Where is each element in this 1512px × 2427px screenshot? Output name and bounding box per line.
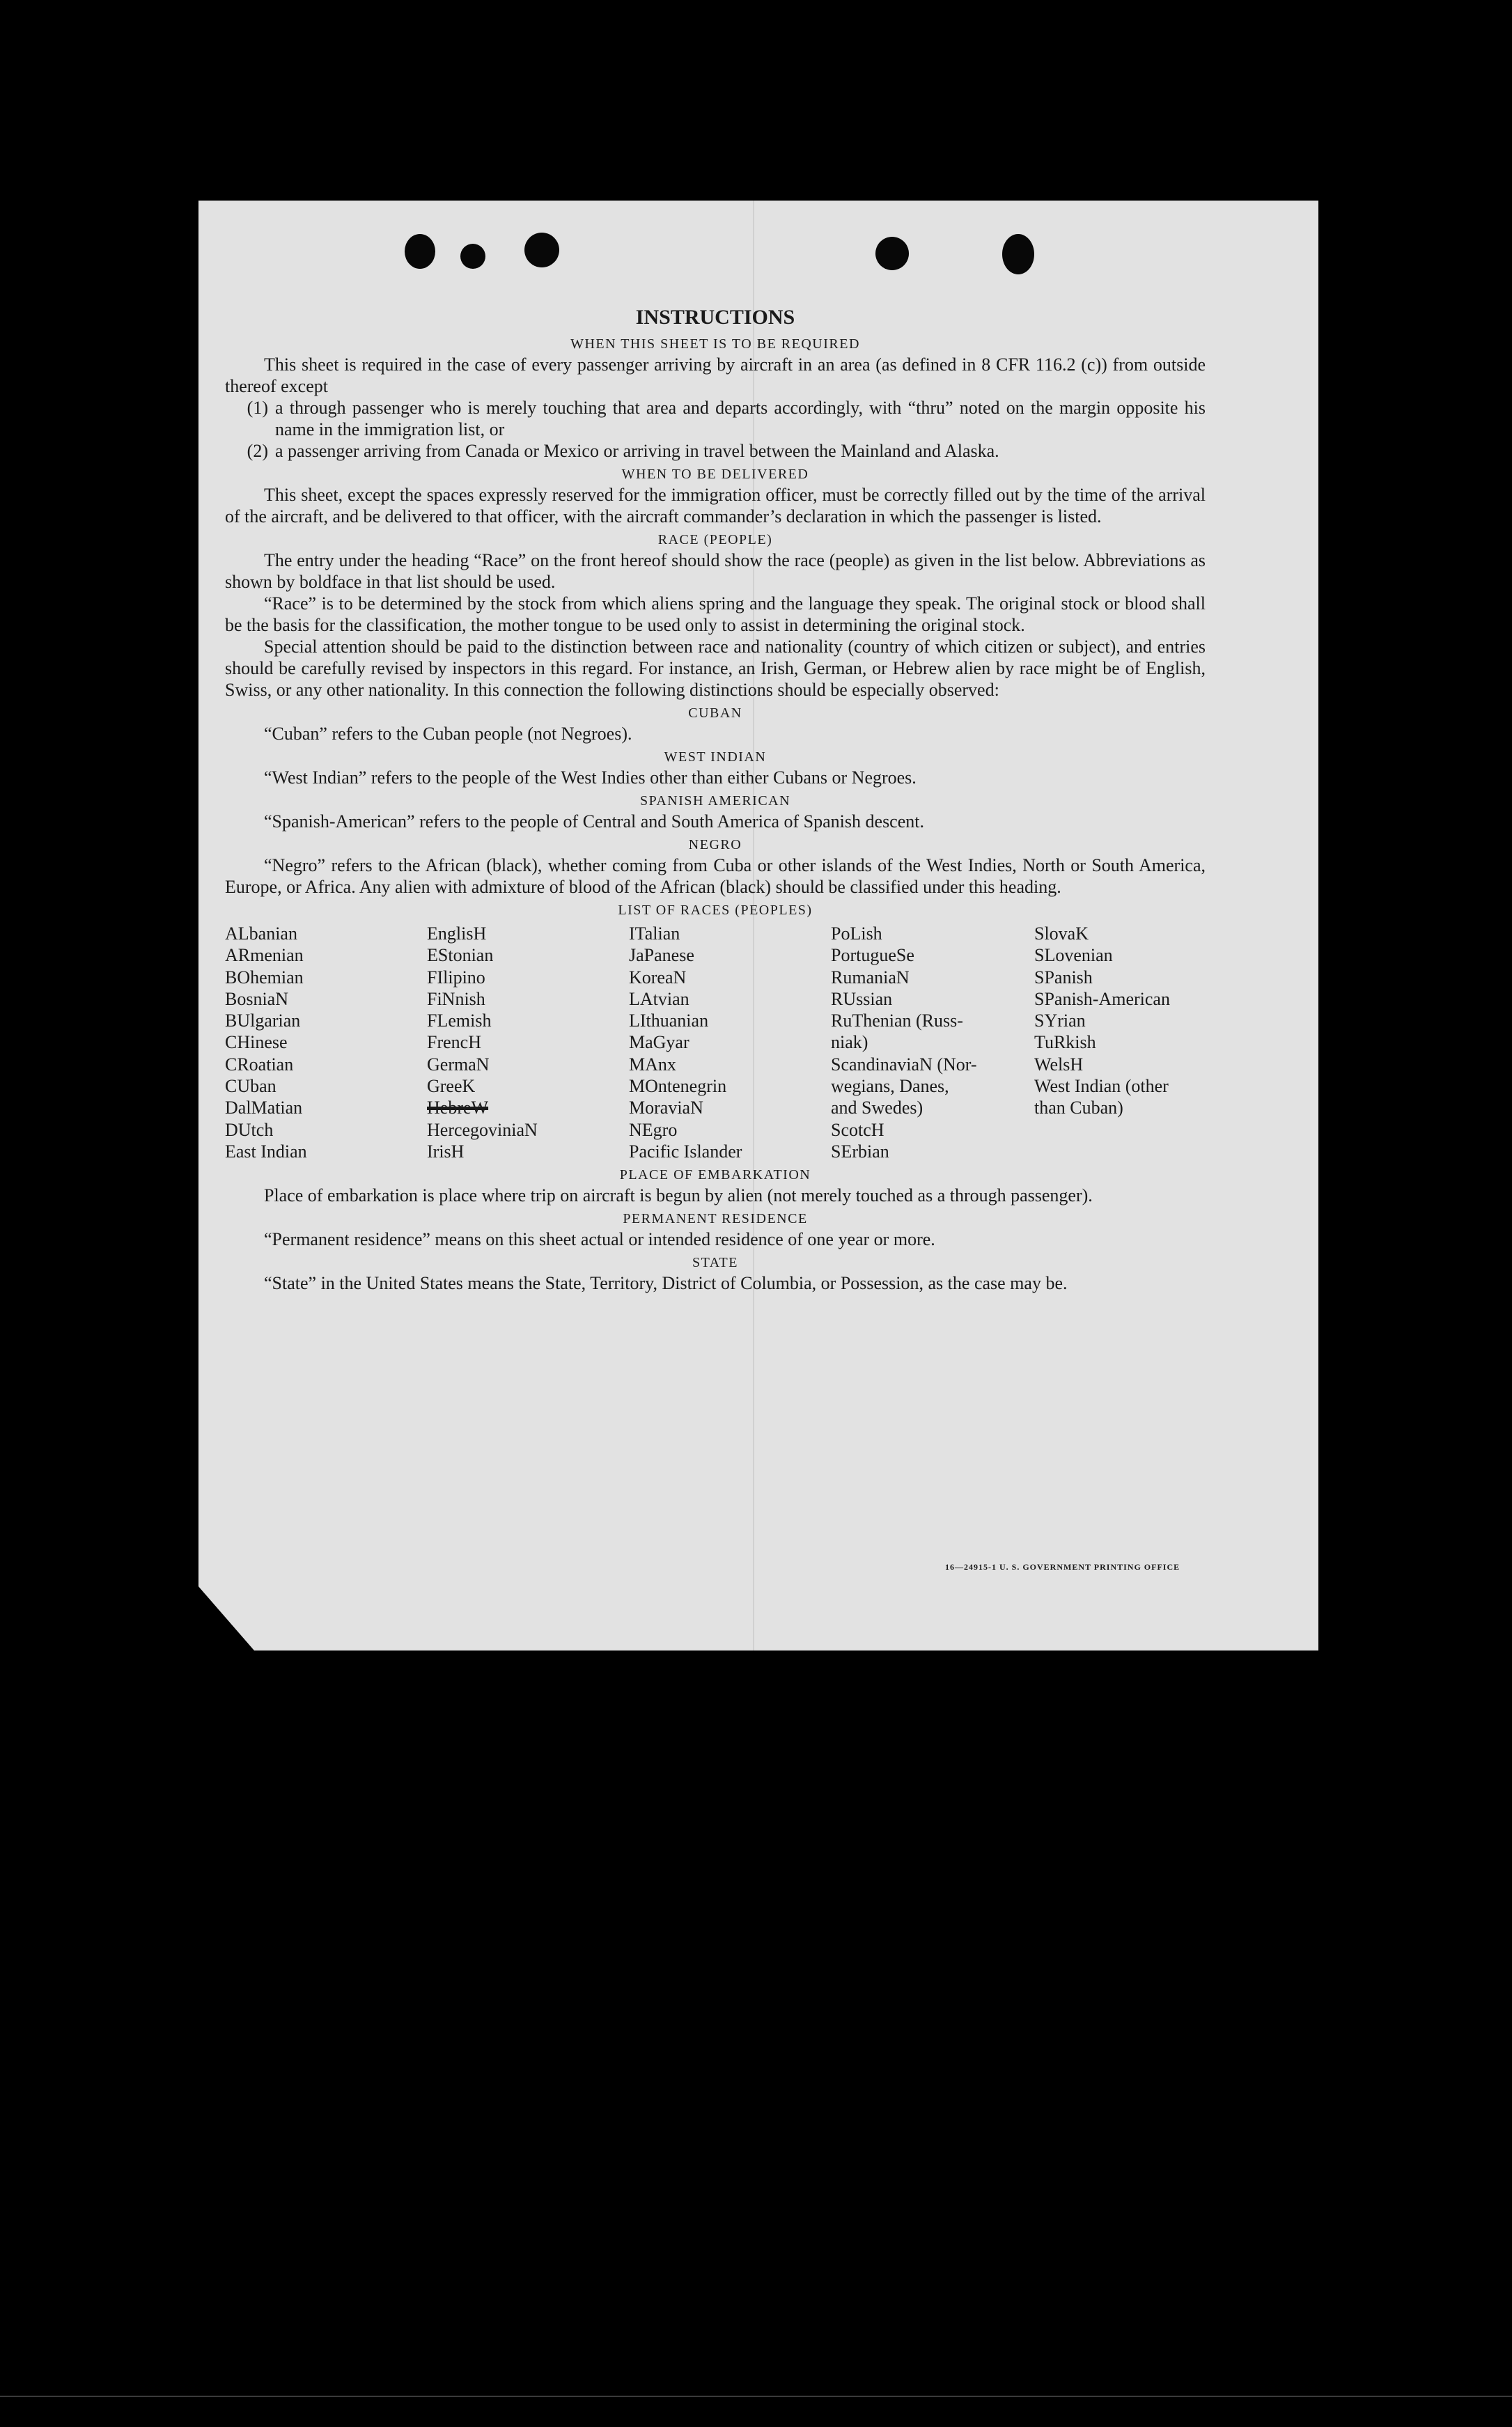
race-entry: ARmenian bbox=[225, 945, 304, 966]
section-heading-required: WHEN THIS SHEET IS TO BE REQUIRED bbox=[570, 336, 860, 352]
race-entry: HercegoviniaN bbox=[427, 1119, 538, 1140]
section-heading-spanish-american: SPANISH AMERICAN bbox=[639, 793, 791, 809]
race-entry: CHinese bbox=[225, 1032, 288, 1053]
west-indian-text: “West Indian” refers to the people of the West Indies other than either Cubans or Negroes. bbox=[264, 767, 917, 788]
race-paragraph-1: The entry under the heading “Race” on the front hereof should show the race (people) as given in the list below. Abbreviations as shown by boldface in that list should be used. bbox=[225, 550, 1206, 592]
race-paragraph-2: “Race” is to be determined by the stock from which aliens spring and the language they speak. The original stock or blood shall be the basis for the classification, the mother tongue to be used only to assist in determining the original stock. bbox=[225, 593, 1206, 635]
races-column-2 bbox=[427, 923, 629, 1162]
item-text: a passenger arriving from Canada or Mexico or arriving in travel between the Mainland and Alaska. bbox=[275, 441, 999, 461]
delivered-text: This sheet, except the spaces expressly reserved for the immigration officer, must be correctly filled out by the time of the arrival of the aircraft, and be delivered to that officer, with the aircraft commander’s declaration in which the passenger is listed. bbox=[225, 485, 1206, 526]
section-heading-residence: PERMANENT RESIDENCE bbox=[623, 1211, 808, 1227]
race-entry: MAnx bbox=[629, 1054, 676, 1075]
race-entry: MOntenegrin bbox=[629, 1076, 727, 1097]
race-entry: PortugueSe bbox=[831, 945, 914, 966]
item-number: (2) bbox=[247, 441, 268, 461]
race-entry: FIlipino bbox=[427, 967, 485, 988]
race-entry: ScotcH bbox=[831, 1119, 884, 1140]
races-list bbox=[225, 923, 1206, 1162]
punch-hole bbox=[524, 233, 559, 267]
race-entry: RUssian bbox=[831, 988, 893, 1009]
race-entry: BUlgarian bbox=[225, 1010, 301, 1031]
section-heading-list: LIST OF RACES (PEOPLES) bbox=[618, 903, 813, 918]
torn-corner bbox=[198, 1586, 254, 1650]
race-entry: LIthuanian bbox=[629, 1010, 709, 1031]
race-entry: CRoatian bbox=[225, 1054, 294, 1075]
required-intro: This sheet is required in the case of every passenger arriving by aircraft in an area (as defined in 8 CFR 116.2 (c)) from outside thereof except bbox=[225, 354, 1206, 396]
section-heading-delivered: WHEN TO BE DELIVERED bbox=[621, 467, 809, 482]
race-entry: GermaN bbox=[427, 1054, 490, 1075]
races-column-1 bbox=[225, 923, 427, 1162]
race-entry: SPanish-American bbox=[1034, 988, 1170, 1009]
item-number: (1) bbox=[247, 398, 268, 418]
punch-hole bbox=[875, 237, 909, 270]
punch-hole bbox=[1002, 234, 1034, 274]
section-heading-race: RACE (PEOPLE) bbox=[657, 532, 773, 547]
race-entry: NEgro bbox=[629, 1119, 678, 1140]
section-heading-west-indian: WEST INDIAN bbox=[664, 749, 767, 765]
state-text: “State” in the United States means the State, Territory, District of Columbia, or Possession, as the case may be. bbox=[264, 1273, 1068, 1294]
race-entry: PoLish bbox=[831, 923, 882, 944]
race-entry: MoraviaN bbox=[629, 1098, 703, 1118]
race-entry: SPanish bbox=[1034, 967, 1093, 988]
races-column-3 bbox=[629, 923, 831, 1162]
race-entry: RuThenian (Russ- niak) bbox=[831, 1010, 963, 1053]
race-entry: DalMatian bbox=[225, 1098, 303, 1118]
race-entry: East Indian bbox=[225, 1141, 307, 1162]
race-entry: ScandinaviaN (Nor- wegians, Danes, and Swedes) bbox=[831, 1054, 977, 1118]
race-entry: CUban bbox=[225, 1076, 276, 1097]
race-entry: DUtch bbox=[225, 1119, 274, 1140]
race-entry: TuRkish bbox=[1034, 1032, 1096, 1053]
race-entry: IrisH bbox=[427, 1141, 465, 1162]
race-entry: KoreaN bbox=[629, 967, 687, 988]
residence-text: “Permanent residence” means on this sheet actual or intended residence of one year or more. bbox=[264, 1229, 935, 1250]
page-title: INSTRUCTIONS bbox=[635, 306, 795, 329]
list-item bbox=[225, 397, 1206, 440]
race-entry: ALbanian bbox=[225, 923, 297, 944]
race-entry: BOhemian bbox=[225, 967, 304, 988]
punch-hole bbox=[405, 234, 435, 269]
race-entry: FiNnish bbox=[427, 988, 485, 1009]
race-entry: FLemish bbox=[427, 1010, 492, 1031]
races-column-5 bbox=[1034, 923, 1206, 1162]
race-entry-struck: HebreW bbox=[427, 1098, 489, 1118]
section-heading-embarkation: PLACE OF EMBARKATION bbox=[619, 1167, 811, 1183]
race-entry: ITalian bbox=[629, 923, 680, 944]
race-entry: SLovenian bbox=[1034, 945, 1113, 966]
race-entry: SlovaK bbox=[1034, 923, 1089, 944]
race-entry: EnglisH bbox=[427, 923, 487, 944]
embarkation-text: Place of embarkation is place where trip on aircraft is begun by alien (not merely touched as a through passenger). bbox=[264, 1185, 1093, 1206]
race-entry: MaGyar bbox=[629, 1032, 689, 1053]
printer-imprint: 16—24915-1 U. S. GOVERNMENT PRINTING OFFICE bbox=[945, 1562, 1180, 1572]
race-entry: EStonian bbox=[427, 945, 494, 966]
race-entry: SYrian bbox=[1034, 1010, 1086, 1031]
race-entry: WelsH bbox=[1034, 1054, 1084, 1075]
negro-text: “Negro” refers to the African (black), whether coming from Cuba or other islands of the West Indies, North or South America, Europe, or Africa. Any alien with admixture of blood of the African (black) should be classified under this heading. bbox=[225, 855, 1206, 897]
section-heading-state: STATE bbox=[692, 1255, 738, 1271]
section-heading-cuban: CUBAN bbox=[688, 705, 742, 721]
spanish-american-text: “Spanish-American” refers to the people of Central and South America of Spanish descent. bbox=[264, 811, 924, 832]
scan-line bbox=[0, 2396, 1512, 2397]
race-entry: BosniaN bbox=[225, 988, 288, 1009]
list-item bbox=[225, 440, 1206, 462]
races-column-4 bbox=[831, 923, 1034, 1162]
instructions-body bbox=[225, 304, 1206, 1294]
race-entry: RumaniaN bbox=[831, 967, 910, 988]
punch-hole bbox=[460, 244, 485, 269]
race-paragraph-3: Special attention should be paid to the distinction between race and nationality (country of which citizen or subject), and entries should be carefully revised by inspectors in this regard. For instance, an Irish, German, or Hebrew alien by race might be of English, Swiss, or any other nationality. In this connection the following distinctions should be especially observed: bbox=[225, 637, 1206, 700]
item-text: a through passenger who is merely touching that area and departs accordingly, with “thru” noted on the margin opposite his name in the immigration list, or bbox=[275, 398, 1206, 439]
race-entry: Pacific Islander bbox=[629, 1141, 742, 1162]
race-entry: LAtvian bbox=[629, 988, 689, 1009]
cuban-text: “Cuban” refers to the Cuban people (not Negroes). bbox=[264, 724, 632, 744]
race-entry: West Indian (other than Cuban) bbox=[1034, 1076, 1169, 1118]
race-entry: FrencH bbox=[427, 1032, 481, 1053]
race-entry: JaPanese bbox=[629, 945, 694, 966]
instruction-sheet bbox=[198, 201, 1318, 1650]
race-entry: GreeK bbox=[427, 1076, 476, 1097]
race-entry: SErbian bbox=[831, 1141, 889, 1162]
section-heading-negro: NEGRO bbox=[688, 837, 742, 852]
